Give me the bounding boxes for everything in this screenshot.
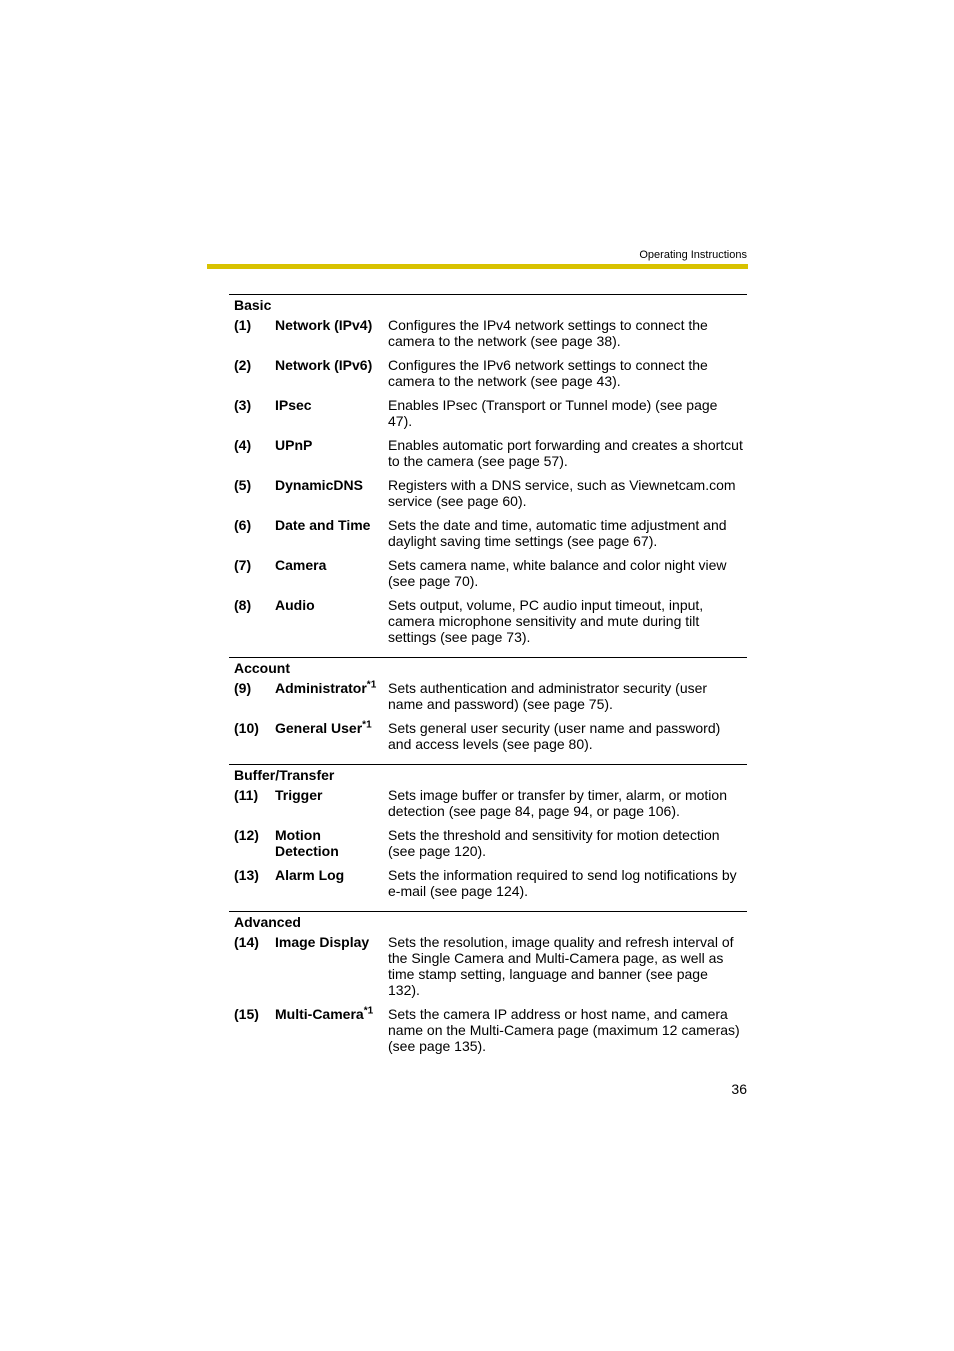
item-number: (15) [234, 1006, 259, 1022]
item-description: Sets camera name, white balance and color night view (see page 70). [388, 557, 727, 589]
table-row [229, 397, 747, 437]
table-row [229, 934, 747, 1006]
item-number: (2) [234, 357, 252, 373]
item-number: (4) [234, 437, 252, 453]
item-name [275, 597, 388, 645]
table-row [229, 787, 747, 827]
item-number: (14) [234, 934, 259, 950]
item-name [275, 787, 388, 819]
item-name [275, 867, 388, 899]
item-number: (7) [234, 557, 252, 573]
item-name-text: Network (IPv4) [275, 317, 373, 333]
item-name [275, 1006, 388, 1054]
item-name [275, 827, 388, 859]
item-name-text: Motion Detection [275, 827, 339, 859]
item-description: Sets general user security (user name and password) and access levels (see page 80). [388, 720, 721, 752]
footnote-marker: *1 [363, 1005, 374, 1017]
item-name [275, 557, 388, 589]
footnote-marker: *1 [366, 679, 377, 691]
item-name [275, 517, 388, 549]
item-number: (10) [234, 720, 259, 736]
item-number: (13) [234, 867, 259, 883]
item-number: (1) [234, 317, 252, 333]
item-number: (9) [234, 680, 252, 696]
item-description: Sets the information required to send log notifications by e-mail (see page 124). [388, 867, 737, 899]
item-number: (6) [234, 517, 252, 533]
item-description: Sets image buffer or transfer by timer, alarm, or motion detection (see page 84, page 94, or page 106). [388, 787, 727, 819]
table-row [229, 1006, 747, 1062]
item-description: Sets the resolution, image quality and refresh interval of the Single Camera and Multi-Camera page, as well as time stamp setting, language and banner (see page 132). [388, 934, 734, 998]
item-name-text: Image Display [275, 934, 370, 950]
table-row [229, 437, 747, 477]
item-description: Sets authentication and administrator security (user name and password) (see page 75). [388, 680, 708, 712]
item-name-text: Audio [275, 597, 315, 613]
item-description: Sets the camera IP address or host name, and camera name on the Multi-Camera page (maximum 12 cameras) (see page 135). [388, 1006, 740, 1054]
item-number: (8) [234, 597, 252, 613]
item-name-text: Date and Time [275, 517, 371, 533]
section-title: Basic [234, 297, 272, 313]
item-description: Enables automatic port forwarding and creates a shortcut to the camera (see page 57). [388, 437, 743, 469]
table-row [229, 517, 747, 557]
item-number: (12) [234, 827, 259, 843]
item-name [275, 397, 388, 429]
item-number: (11) [234, 787, 259, 803]
item-name-text: IPsec [275, 397, 312, 413]
item-description: Registers with a DNS service, such as Viewnetcam.com service (see page 60). [388, 477, 736, 509]
item-name [275, 720, 388, 752]
item-description: Enables IPsec (Transport or Tunnel mode) (see page 47). [388, 397, 718, 429]
item-name [275, 477, 388, 509]
item-name [275, 934, 388, 998]
item-name-text: General User [275, 720, 363, 736]
section-advanced [229, 911, 747, 1066]
table-row [229, 827, 747, 867]
item-description: Configures the IPv4 network settings to connect the camera to the network (see page 38). [388, 317, 708, 349]
item-name-text: Multi-Camera [275, 1006, 364, 1022]
table-row [229, 867, 747, 907]
item-name [275, 317, 388, 349]
item-number: (3) [234, 397, 252, 413]
page-number: 36 [731, 1081, 747, 1097]
section-title: Advanced [234, 914, 301, 930]
table-row [229, 720, 747, 760]
item-number: (5) [234, 477, 252, 493]
table-row [229, 597, 747, 653]
item-name-text: Camera [275, 557, 327, 573]
table-row [229, 477, 747, 517]
item-description: Sets output, volume, PC audio input timeout, input, camera microphone sensitivity and mute during tilt settings (see page 73). [388, 597, 704, 645]
item-name-text: Network (IPv6) [275, 357, 373, 373]
item-name [275, 680, 388, 712]
settings-table [229, 294, 747, 1066]
item-name-text: Trigger [275, 787, 323, 803]
section-account [229, 657, 747, 764]
table-row [229, 317, 747, 357]
item-description: Configures the IPv6 network settings to connect the camera to the network (see page 43). [388, 357, 708, 389]
section-buffer-transfer [229, 764, 747, 911]
section-basic [229, 294, 747, 657]
item-name-text: Alarm Log [275, 867, 345, 883]
header-rule [207, 264, 748, 269]
table-row [229, 357, 747, 397]
running-header: Operating Instructions [639, 249, 747, 261]
table-row [229, 557, 747, 597]
section-title: Buffer/Transfer [234, 767, 335, 783]
item-name-text: UPnP [275, 437, 313, 453]
footnote-marker: *1 [362, 719, 372, 731]
item-name-text: Administrator [275, 680, 367, 696]
item-name [275, 437, 388, 469]
item-name-text: DynamicDNS [275, 477, 363, 493]
item-description: Sets the date and time, automatic time adjustment and daylight saving time settings (see page 67). [388, 517, 727, 549]
section-title: Account [234, 660, 290, 676]
table-row [229, 680, 747, 720]
item-name [275, 357, 388, 389]
item-description: Sets the threshold and sensitivity for motion detection (see page 120). [388, 827, 720, 859]
